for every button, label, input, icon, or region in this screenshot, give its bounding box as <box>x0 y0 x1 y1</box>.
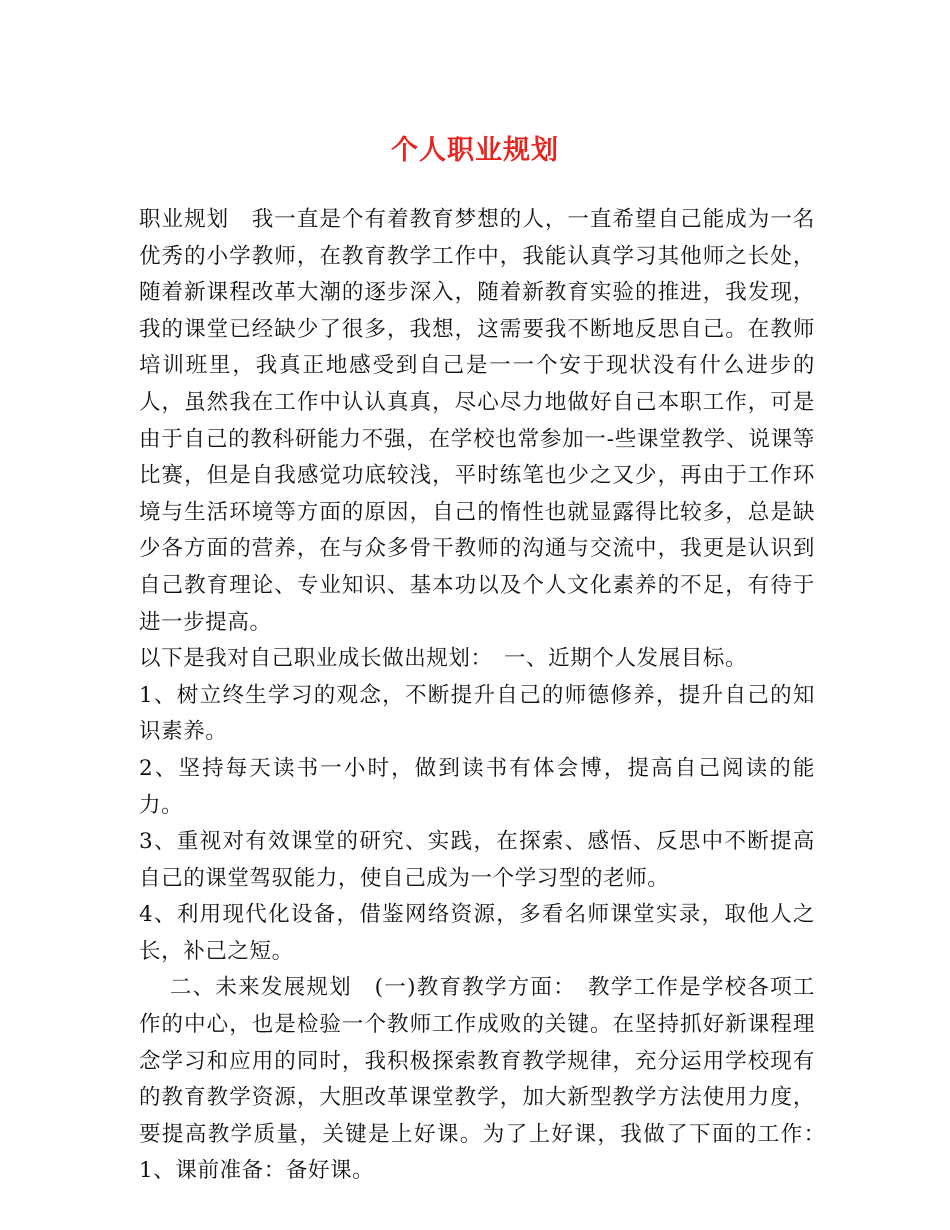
paragraph-goal-3: 3、重视对有效课堂的研究、实践，在探索、感悟、反思中不断提高自己的课堂驾驭能力，使自己成为一个学习型的老师。 <box>139 829 815 891</box>
paragraph-intro: 职业规划 我一直是个有着教育梦想的人，一直希望自己能成为一名优秀的小学教师，在教育教学工作中，我能认真学习其他师之长处，随着新课程改革大潮的逐步深入，随着新教育实验的推进，我发现，我的课堂已经缺少了很多，我想，这需要我不断地反思自己。在教师培训班里，我真正地感受到自己是一一个安于现状没有什么进步的人，虽然我在工作中认认真真，尽心尽力地做好自己本职工作，可是由于自己的教科研能力不强，在学校也常参加一-些课堂教学、说课等比赛，但是自我感觉功底较浅，平时练笔也少之又少，再由于工作环境与生活环境等方面的原因，自己的惰性也就显露得比较多，总是缺少各方面的营养，在与众多骨干教师的沟通与交流中，我更是认识到自己教育理论、专业知识、基本功以及个人文化素养的不足，有待于进一步提高。 <box>139 207 815 635</box>
paragraph-future-plan: 二、未来发展规划 (一)教育教学方面： 教学工作是学校各项工作的中心，也是检验一个教师工作成败的关键。在坚持抓好新课程理念学习和应用的同时，我积极探索教育教学规律，充分运用学校现有的教育教学资源，大胆改革课堂教学，加大新型教学方法使用力度，要提高教学质量，关键是上好课。为了上好课，我做了下面的工作： 1、课前准备：备好课。 <box>139 975 838 1184</box>
paragraph-goal-2: 2、坚持每天读书一小时，做到读书有体会博，提高自己阅读的能力。 <box>139 755 815 818</box>
paragraph-plan-heading: 以下是我对自己职业成长做出规划： 一、近期个人发展目标。 <box>139 646 748 672</box>
paragraph-goal-4: 4、利用现代化设备，借鉴网络资源，多看名师课堂实录，取他人之长，补己之短。 <box>139 902 815 964</box>
document-body <box>139 202 838 1190</box>
document-title: 个人职业规划 <box>391 135 559 166</box>
paragraph-goal-1: 1、树立终生学习的观念，不断提升自己的师德修养，提升自己的知识素养。 <box>139 682 815 745</box>
